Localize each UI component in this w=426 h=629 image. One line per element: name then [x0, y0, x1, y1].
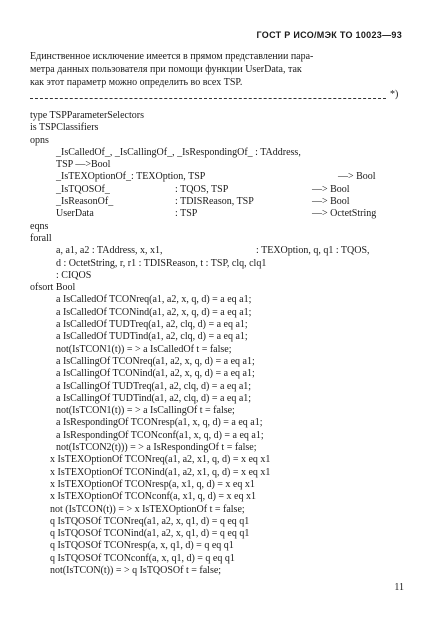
code-segment: : TDISReason, TSP — [175, 196, 254, 208]
code-segment: : TQOS, TSP — [175, 183, 229, 195]
code-segment: a IsRespondingOf TCONconf(a1, x, q, d) = a eq a1; — [56, 429, 264, 441]
code-segment: TSP —>Bool — [56, 159, 111, 171]
code-segment: x IsTEXOptionOf TCONind(a1, a2, x1, q, d) = x eq x1 — [50, 466, 271, 478]
code-segment: x IsTEXOptionOf TCONconf(a, x1, q, d) = x eq x1 — [50, 491, 256, 503]
code-segment: UserData — [56, 208, 94, 220]
dashed-separator — [30, 98, 386, 99]
code-segment: _IsTQOSOf_ — [56, 183, 110, 195]
intro-line: метра данных пользователя при помощи функции UserData, так — [30, 64, 302, 75]
code-segment: not(IsTCON1(t)) = > a IsCalledOf t = false; — [56, 343, 232, 355]
code-segment: a IsCallingOf TUDTind(a1, a2, clq, d) = a eq a1; — [56, 392, 252, 404]
code-segment: _IsReasonOf_ — [56, 196, 114, 208]
code-segment: a IsCalledOf TUDTreq(a1, a2, clq, d) = a eq a1; — [56, 319, 248, 331]
code-segment: —> Bool — [312, 183, 350, 195]
code-segment: —> Bool — [312, 196, 350, 208]
page-header-title: ГОСТ Р ИСО/МЭК ТО 10023—93 — [256, 30, 402, 40]
code-segment: d : OctetString, r, r1 : TDISReason, t : TSP, clq, clq1 — [56, 257, 267, 269]
code-segment: q IsTQOSOf TCONind(a1, a2, x, q1, d) = q eq q1 — [50, 528, 250, 540]
code-segment: _IsTEXOptionOf_: TEXOption, TSP — [56, 171, 206, 183]
code-segment: q IsTQOSOf TCONconf(a, x, q1, d) = q eq q1 — [50, 552, 235, 564]
code-segment: not(IsTCON2(t))) = > a IsRespondingOf t = false; — [56, 442, 257, 454]
code-segment: type TSPParameterSelectors — [30, 110, 144, 121]
page-number: 11 — [394, 582, 404, 593]
code-segment: a, a1, a2 : TAddress, x, x1, — [56, 245, 163, 257]
intro-line: Единственное исключение имеется в прямом представлении пара- — [30, 51, 314, 62]
code-segment: a IsCalledOf TCONind(a1, a2, x, q, d) = a eq a1; — [56, 306, 252, 318]
code-segment: a IsCallingOf TCONind(a1, a2, x, q, d) = a eq a1; — [56, 368, 255, 380]
code-segment: ofsort Bool — [30, 282, 76, 294]
code-segment: : TEXOption, q, q1 : TQOS, — [256, 245, 370, 257]
code-segment: a IsCallingOf TUDTreq(a1, a2, clq, d) = a eq a1; — [56, 380, 252, 392]
code-segment: opns — [30, 134, 49, 146]
code-segment: not(IsTCON1(t)) = > a IsCallingOf t = false; — [56, 405, 235, 417]
code-segment: a IsRespondingOf TCONresp(a1, x, q, d) = a eq a1; — [56, 417, 263, 429]
code-segment: x IsTEXOptionOf TCONresp(a, x1, q, d) = x eq x1 — [50, 478, 255, 490]
code-segment: a IsCallingOf TCONreq(a1, a2, x, q, d) = a eq a1; — [56, 355, 255, 367]
code-segment: _IsCalledOf_, _IsCallingOf_, _IsRespondingOf_ : TAddress, — [56, 146, 301, 158]
code-segment: x IsTEXOptionOf TCONreq(a1, a2, x1, q, d) = x eq x1 — [50, 454, 271, 466]
code-segment: a IsCalledOf TCONreq(a1, a2, x, q, d) = a eq a1; — [56, 294, 252, 306]
footnote-mark: *) — [390, 89, 399, 100]
code-segment: —> Bool — [338, 171, 376, 183]
intro-line: как этот параметр можно определить во всех TSP. — [30, 77, 243, 88]
code-segment: forall — [30, 232, 52, 244]
code-segment: not(IsTCON(t)) = > q IsTQOSOf t = false; — [50, 564, 222, 576]
code-segment: eqns — [30, 220, 49, 232]
code-segment: q IsTQOSOf TCONreq(a1, a2, x, q1, d) = q eq q1 — [50, 515, 250, 527]
code-segment: : CIQOS — [56, 269, 92, 281]
code-segment: —> OctetString — [312, 208, 377, 220]
code-segment: a IsCalledOf TUDTind(a1, a2, clq, d) = a eq a1; — [56, 331, 248, 343]
intro-paragraph — [30, 50, 404, 89]
code-segment: q IsTQOSOf TCONresp(a, x, q1, d) = q eq q1 — [50, 540, 234, 552]
code-segment: : TSP — [175, 208, 198, 220]
code-segment: not (IsTCON(t)) = > x IsTEXOptionOf t = false; — [50, 503, 245, 515]
code-segment: is TSPClassifiers — [30, 122, 99, 134]
